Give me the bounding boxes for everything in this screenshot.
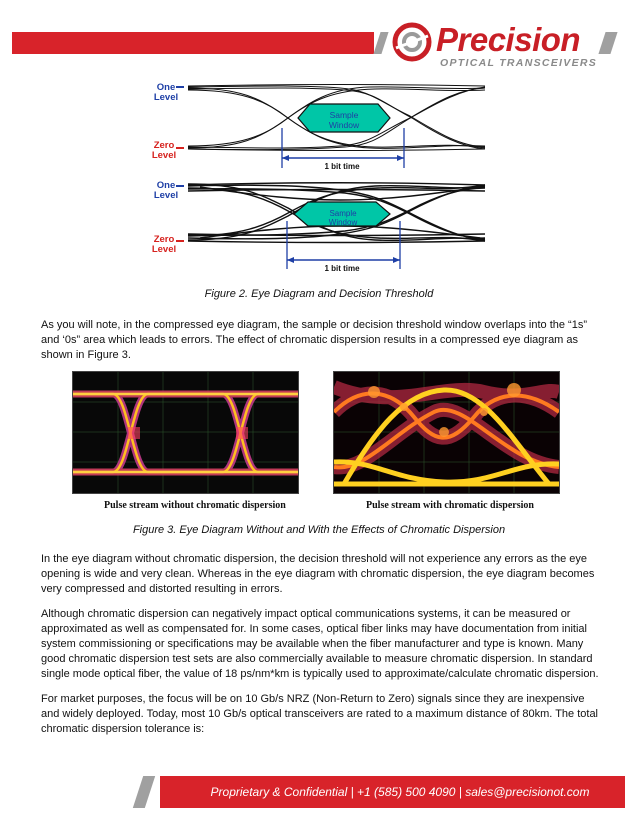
footer-contact-text: Proprietary & Confidential | +1 (585) 500 4090 | sales@precisionot.com — [210, 785, 590, 799]
figure2-caption: Figure 2. Eye Diagram and Decision Threshold — [204, 288, 434, 300]
figure3-caption: Figure 3. Eye Diagram Without and With the Effects of Chromatic Dispersion — [132, 524, 506, 536]
paragraph-compressed-eye: As you will note, in the compressed eye diagram, the sample or decision threshold window overlaps into the “1s” and ‘0s” area which leads to errors. The effect of chromatic dispersion results in a compressed eye diagram as shown in Figure 3. — [41, 319, 587, 361]
header-grey-stripe-right — [598, 32, 617, 54]
header-grey-stripe — [373, 32, 388, 54]
paragraph-market-focus: For market purposes, the focus will be on 10 Gb/s NRZ (Non-Return to Zero) signals since they are inexpensive and widely deployed. Today, most 10 Gb/s optical transceivers are rated to a maximum distance of 80km. The total chromatic dispersion tolerance is: — [41, 693, 599, 735]
eye-with-dispersion-image — [333, 371, 560, 494]
figure3-left-label: Pulse stream without chromatic dispersion — [104, 500, 286, 511]
figure3-right-label: Pulse stream with chromatic dispersion — [366, 500, 534, 511]
eye-diagram-figure — [140, 76, 492, 276]
top-sample-window-label: Sample Window — [328, 110, 360, 130]
header-red-bar — [12, 32, 374, 54]
top-bit-time-label: 1 bit time — [310, 162, 374, 171]
logo-wordmark: Precision — [436, 21, 581, 58]
paragraph-eye-comparison: In the eye diagram without chromatic dispersion, the decision threshold will not experience any errors as the eye opening is wide and very clean. Whereas in the eye diagram with chromatic dispersion, the eye diagram becomes very compressed and distorted resulting in errors. — [41, 553, 595, 595]
bottom-zero-level-label: Zero Level — [151, 234, 177, 255]
eye-without-dispersion-image — [72, 371, 299, 494]
footer-grey-stripe — [133, 776, 155, 808]
logo-subtitle: OPTICAL TRANSCEIVERS — [440, 57, 598, 69]
top-one-level-label: One Level — [153, 82, 179, 103]
bottom-bit-time-label: 1 bit time — [310, 264, 374, 273]
bottom-one-level-label: One Level — [153, 180, 179, 201]
paragraph-dispersion-measurement: Although chromatic dispersion can negatively impact optical communications systems, it can be measured or approximated as well as compensated for. In some cases, optical fiber links may have documentation from initial system commissioning or specifications may be available when the fiber manufacturer and type is known. Many good chromatic dispersion test sets are also commercially available to measure chromatic dispersion. In standard single mode optical fiber, the value of 18 ps/nm*km is typically used to approximate/calculate chromatic dispersion. — [41, 608, 599, 680]
top-zero-level-label: Zero Level — [151, 140, 177, 161]
bottom-sample-window-label: Sample Window — [328, 209, 358, 227]
precision-logo-icon — [392, 22, 432, 62]
